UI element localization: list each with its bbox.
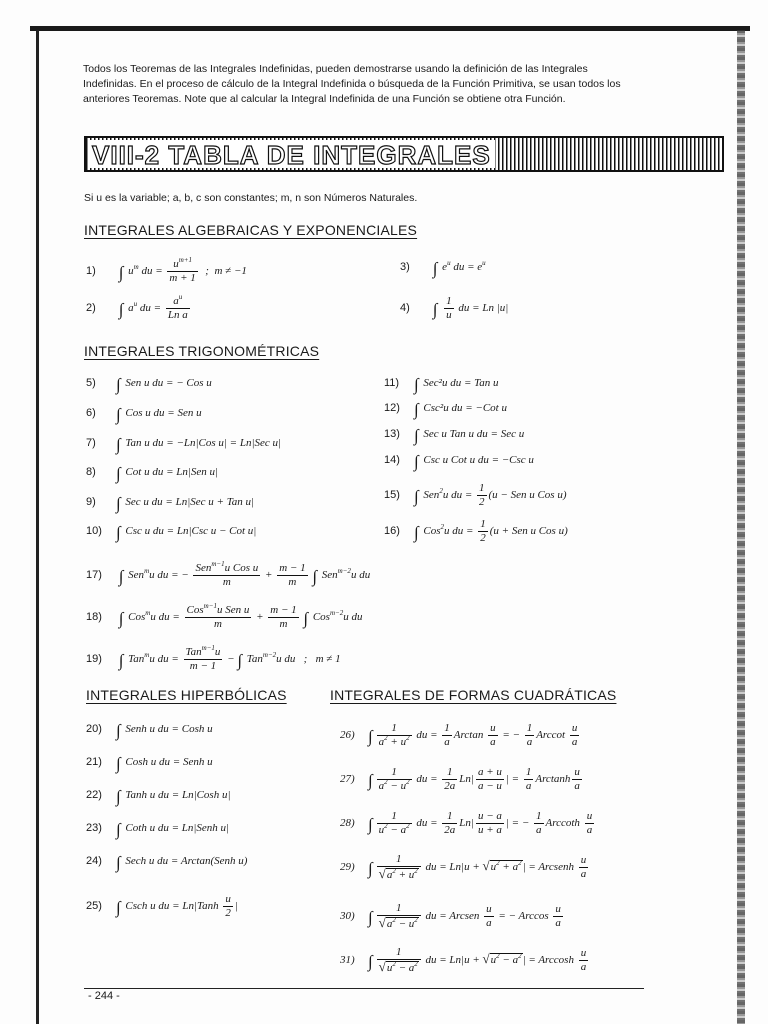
formula-12: 12) ∫ Csc²u du = −Cot u [384, 400, 507, 419]
formula-22: 22) ∫ Tanh u du = Ln|Cosh u| [86, 787, 231, 806]
page-number: - 244 - [88, 990, 120, 1002]
formula-2: 2) ∫ $a^u$ du = $\frac{a^u}{\text{Ln a}}$ [86, 293, 188, 321]
formula-31: 31) ∫ $\frac{1}{√u^2 - a^2}$ du = $Ln|u + √u^2 - a^2| = Arccosh$ $\frac{u}{a}$ [340, 946, 587, 974]
binding-edge [36, 30, 39, 1024]
formula-25: 25) ∫ Csch u du = Ln|Tanh $\frac{u}{2}$ | [86, 893, 238, 919]
section-quadratic: INTEGRALES DE FORMAS CUADRÁTICAS [330, 687, 617, 703]
formula-10: 10) ∫ Csc u du = Ln|Csc u − Cot u| [86, 523, 257, 542]
section-trig: INTEGRALES TRIGONOMÉTRICAS [84, 343, 320, 359]
formula-19: 19) ∫ Tan$^m$u du = Tan$^{m-1}$u m − 1 − ∫ Tan$^{m-2}$u du ; m ≠ 1 [86, 644, 341, 672]
formula-24: 24) ∫ Sech u du = Arctan(Senh u) [86, 853, 248, 872]
formula-20: 20) ∫ Senh u du = Cosh u [86, 721, 213, 740]
top-rule [30, 26, 750, 31]
footer-rule [84, 988, 644, 989]
formula-30: 30) ∫ $\frac{1}{√a^2 - u^2}$ du = Arcsen $\frac{u}{a}$ = − Arccos $\frac{u}{a}$ [340, 902, 561, 930]
formula-11: 11) ∫ Sec²u du = Tan u [384, 375, 499, 394]
title-band [84, 136, 724, 172]
page-edge [737, 30, 745, 1024]
page-title: VIII-2 TABLA DE INTEGRALES [88, 140, 495, 168]
formula-8: 8) ∫ Cot u du = Ln|Sen u| [86, 464, 219, 483]
variables-note: Si u es la variable; a, b, c son constantes; m, n son Números Naturales. [84, 192, 418, 204]
formula-18: 18) ∫ Cos$^m$u du = Cos$^{m-1}$u Sen u m + $\frac{m - 1}{m}$ ∫ Cos$^{m-2}$u du [86, 602, 363, 630]
formula-9: 9) ∫ Sec u du = Ln|Sec u + Tan u| [86, 494, 255, 513]
formula-3: 3) ∫ $e^u$ du = $e^u$ [400, 259, 486, 278]
formula-27: 27) ∫ $\frac{1}{a^2 - u^2}$ du = $\frac{1}{2a}$ Ln| $\frac{a + u}{a - u}$ | = $\frac{1}{a}$ Arctanh $\frac{u}{a}$ [340, 766, 580, 792]
section-hyperbolic: INTEGRALES HIPERBÓLICAS [86, 687, 287, 703]
formula-4: 4) ∫ $\frac{1}{u}$ du = Ln |u| [400, 295, 509, 321]
section-algebraic: INTEGRALES ALGEBRAICAS Y EXPONENCIALES [84, 222, 418, 238]
formula-16: 16) ∫ Cos$^2$u du = $\frac{1}{2}$ (u + Sen u Cos u) [384, 518, 568, 544]
formula-15: 15) ∫ Sen$^2$u du = $\frac{1}{2}$ (u − Sen u Cos u) [384, 482, 567, 508]
formula-23: 23) ∫ Coth u du = Ln|Senh u| [86, 820, 230, 839]
formula-21: 21) ∫ Cosh u du = Senh u [86, 754, 213, 773]
formula-5: 5) ∫ Sen u du = − Cos u [86, 375, 212, 394]
intro-paragraph: Todos los Teoremas de las Integrales Indefinidas, pueden demostrarse usando la definición de las Integrales Indefinidas. En el proceso de cálculo de la Integral Indefinida o búsqueda de la Función Primitiva, se usan todos los anteriores Teoremas. Note que al calcular la Integral Indefinida de una Función se obtiene otra Función. [83, 63, 621, 105]
formula-17: 17) ∫ Sen$^m$u du = − Sen$^{m-1}$u Cos u m + $\frac{m - 1}{m}$ ∫ Sen$^{m-2}$u du [86, 560, 371, 588]
formula-29: 29) ∫ $\frac{1}{√a^2 + u^2}$ du = $Ln|u + √u^2 + a^2|$ = Arcsenh $\frac{u}{a}$ [340, 853, 587, 881]
formula-14: 14) ∫ Csc u Cot u du = −Csc u [384, 452, 534, 471]
formula-28: 28) ∫ $\frac{1}{u^2 - a^2}$ du = $\frac{1}{2a}$ Ln| $\frac{u - a}{u + a}$ | = − $\frac{1}{a}$ Arccoth $\frac{u}{a}$ [340, 810, 593, 836]
formula-7: 7) ∫ Tan u du = −Ln|Cos u| = Ln|Sec u| [86, 435, 282, 454]
formula-26: 26) ∫ $\frac{1}{a^2 + u^2}$ du = $\frac{1}{a}$ Arctan $\frac{u}{a}$ = − $\frac{1}{a}$ Arccot $\frac{u}{a}$ [340, 722, 578, 748]
formula-13: 13) ∫ Sec u Tan u du = Sec u [384, 426, 525, 445]
formula-6: 6) ∫ Cos u du = Sen u [86, 405, 202, 424]
formula-1: 1) ∫ $u^m$ du = $\frac{u^{m+1}}{m + 1}$ ; m ≠ −1 [86, 256, 247, 284]
